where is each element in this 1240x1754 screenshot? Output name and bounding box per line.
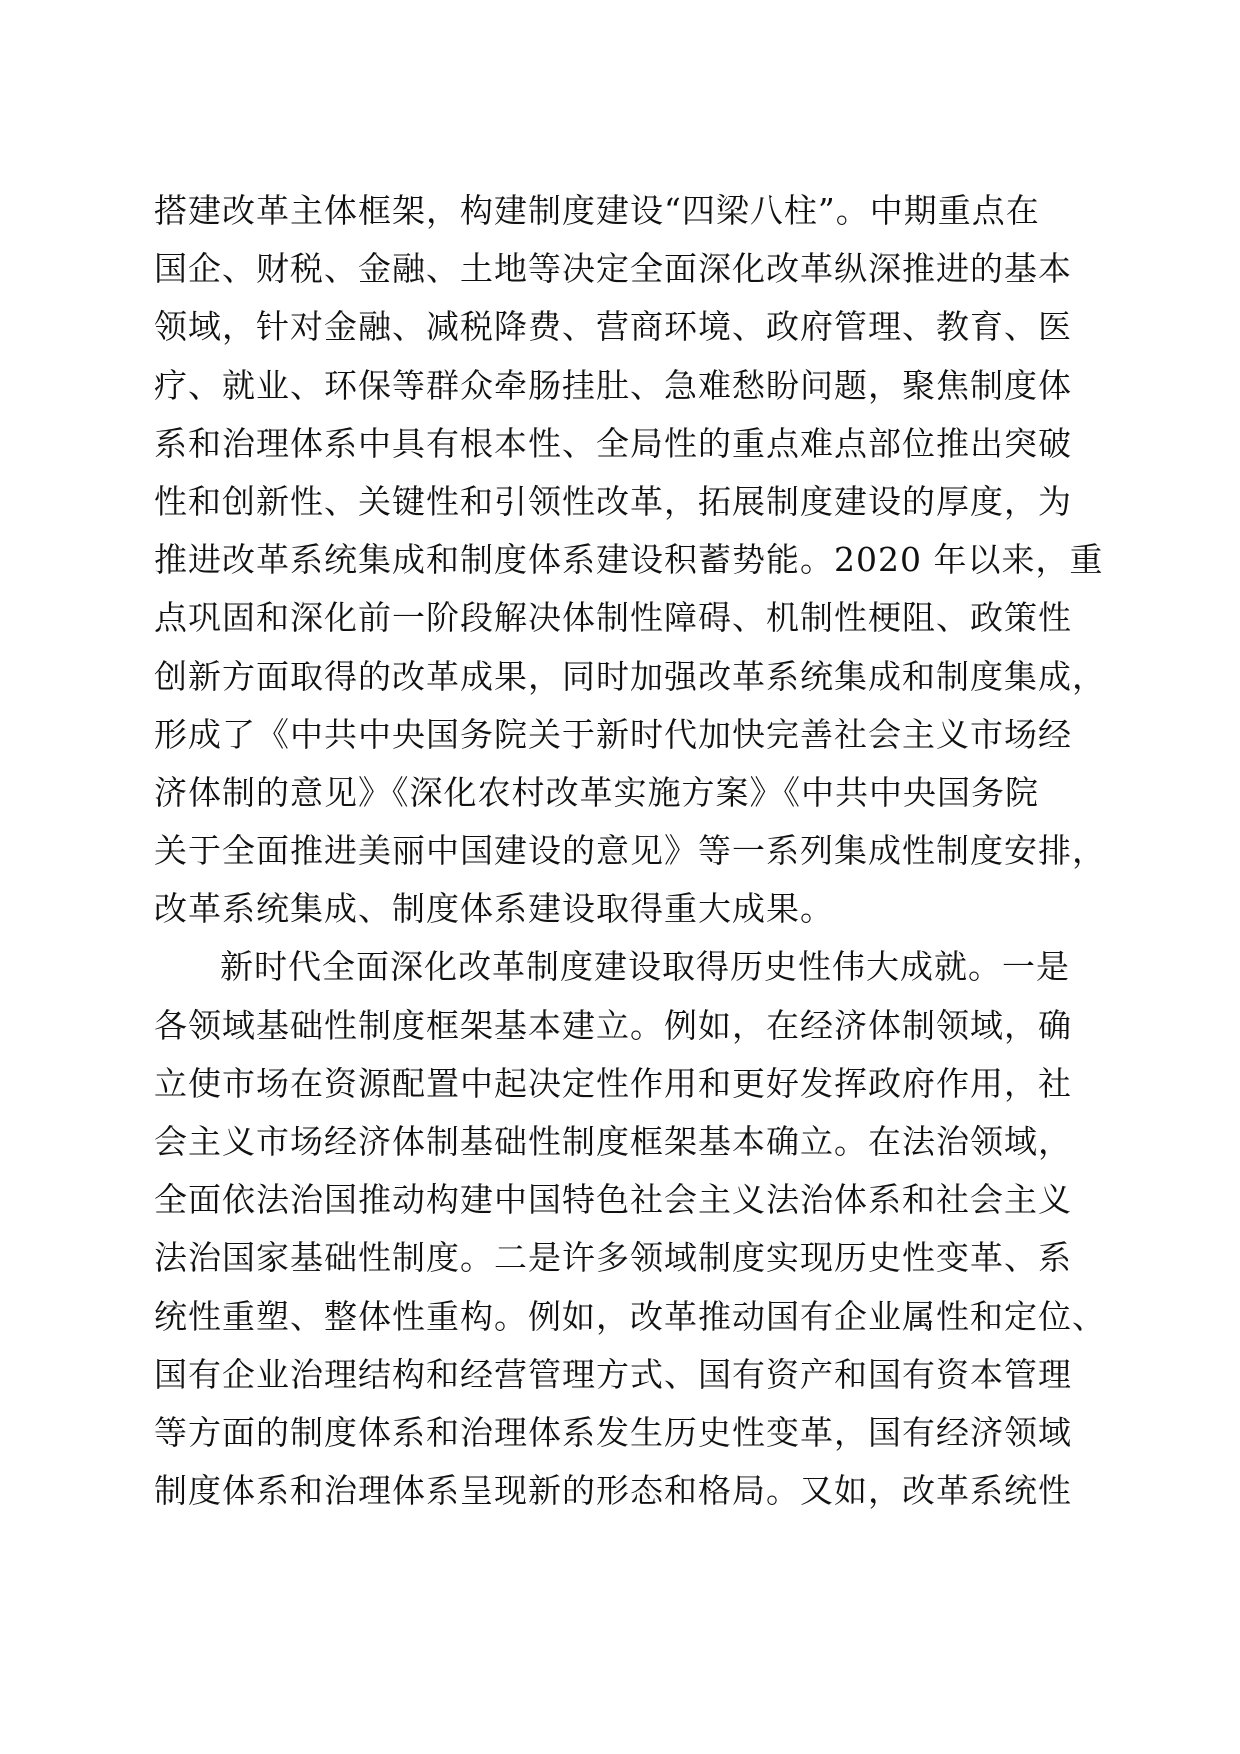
text-line: 性和创新性、关键性和引领性改革，拓展制度建设的厚度，为 — [154, 481, 1072, 521]
text-line: 创新方面取得的改革成果，同时加强改革系统集成和制度集成， — [154, 656, 1106, 696]
text-line: 形成了《中共中央国务院关于新时代加快完善社会主义市场经 — [154, 714, 1072, 754]
text-line: 等方面的制度体系和治理体系发生历史性变革，国有经济领域 — [154, 1412, 1072, 1452]
text-line: 推进改革系统集成和制度体系建设积蓄势能。2020 年以来，重 — [154, 540, 1104, 580]
text-line: 会主义市场经济体制基础性制度框架基本确立。在法治领域， — [154, 1122, 1072, 1161]
text-line: 各领域基础性制度框架基本建立。例如，在经济体制领域，确 — [154, 1005, 1072, 1045]
text-line: 点巩固和深化前一阶段解决体制性障碍、机制性梗阻、政策性 — [154, 598, 1072, 638]
text-line: 济体制的意见》《深化农村改革实施方案》《中共中央国务院 — [154, 772, 1039, 812]
text-line: 统性重塑、整体性重构。例如，改革推动国有企业属性和定位、 — [154, 1296, 1106, 1336]
text-line: 法治国家基础性制度。二是许多领域制度实现历史性变革、系 — [154, 1238, 1072, 1278]
text-line: 国企、财税、金融、土地等决定全面深化改革纵深推进的基本 — [154, 249, 1072, 289]
body-text — [154, 182, 1106, 1520]
text-line: 搭建改革主体框架，构建制度建设“四梁八柱”。中期重点在 — [154, 191, 1040, 230]
text-line: 国有企业治理结构和经营管理方式、国有资产和国有资本管理 — [154, 1354, 1072, 1394]
text-line: 制度体系和治理体系呈现新的形态和格局。又如，改革系统性 — [154, 1471, 1072, 1511]
text-line: 疗、就业、环保等群众牵肠挂肚、急难愁盼问题，聚焦制度体 — [154, 365, 1072, 405]
text-line: 立使市场在资源配置中起决定性作用和更好发挥政府作用，社 — [154, 1063, 1072, 1103]
paragraph-first-line: 新时代全面深化改革制度建设取得历史性伟大成就。一是 — [220, 947, 1070, 987]
text-line: 全面依法治国推动构建中国特色社会主义法治体系和社会主义 — [154, 1180, 1072, 1220]
text-line: 领域，针对金融、减税降费、营商环境、政府管理、教育、医 — [154, 307, 1072, 347]
text-line: 改革系统集成、制度体系建设取得重大成果。 — [154, 889, 834, 929]
text-line: 关于全面推进美丽中国建设的意见》等一系列集成性制度安排， — [154, 831, 1106, 871]
text-line: 系和治理体系中具有根本性、全局性的重点难点部位推出突破 — [154, 423, 1072, 463]
